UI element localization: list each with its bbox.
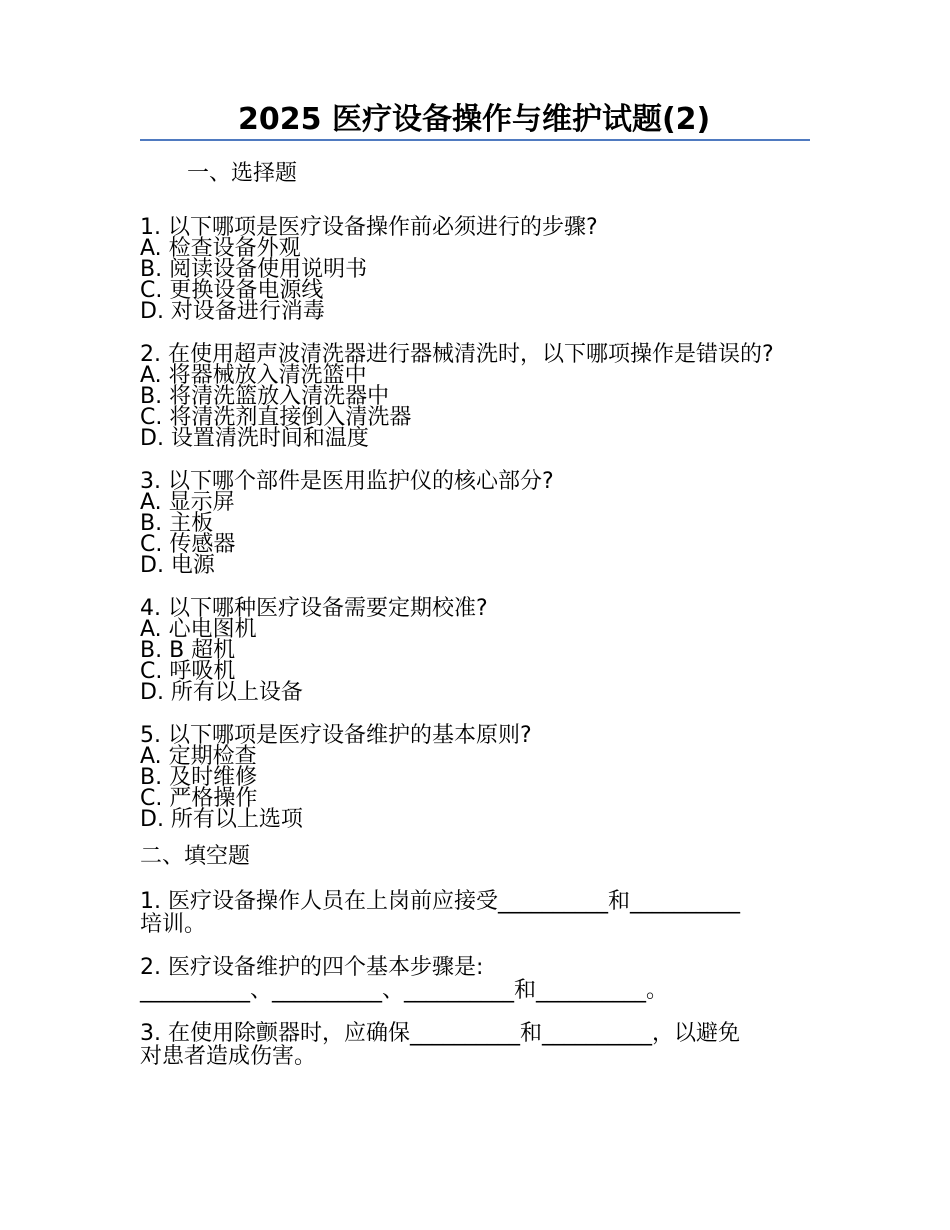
section-heading-fill-in-blank: 二、填空题 (140, 844, 251, 869)
option-list (140, 238, 810, 322)
question-text: 3. 以下哪个部件是医用监护仪的核心部分? (140, 469, 554, 494)
option-b: B. B 超机 (140, 638, 236, 663)
document-title: 2025 医疗设备操作与维护试题(2) (238, 102, 711, 137)
option-b: B. 将清洗篮放入清洗器中 (140, 384, 390, 409)
section-heading-multiple-choice: 一、选择题 (187, 161, 298, 186)
option-list (140, 492, 810, 576)
option-b: B. 阅读设备使用说明书 (140, 257, 368, 282)
question-line: 对患者造成伤害。 (140, 1044, 317, 1069)
question-4 (140, 598, 810, 703)
option-list (140, 365, 810, 449)
option-d: D. 电源 (140, 553, 215, 578)
option-b: B. 主板 (140, 511, 214, 536)
option-d: D. 设置清洗时间和温度 (140, 426, 369, 451)
option-c: C. 更换设备电源线 (140, 278, 324, 303)
question-line: 1. 医疗设备操作人员在上岗前应接受__________和__________ (140, 889, 740, 914)
question-line: 2. 医疗设备维护的四个基本步骤是: (140, 955, 484, 980)
option-a: A. 显示屏 (140, 490, 235, 515)
question-text: 4. 以下哪种医疗设备需要定期校准? (140, 596, 488, 621)
question-text: 1. 以下哪项是医疗设备操作前必须进行的步骤? (140, 215, 598, 240)
option-d: D. 所有以上设备 (140, 680, 303, 705)
option-b: B. 及时维修 (140, 765, 258, 790)
option-c: C. 传感器 (140, 532, 236, 557)
document-page (140, 100, 810, 1068)
question-text: 2. 在使用超声波清洗器进行器械清洗时，以下哪项操作是错误的? (140, 342, 774, 367)
option-c: C. 将清洗剂直接倒入清洗器 (140, 405, 412, 430)
question-text (140, 956, 810, 1002)
question-text (140, 1022, 810, 1068)
question-line: 培训。 (140, 912, 207, 937)
option-d: D. 对设备进行消毒 (140, 299, 325, 324)
option-c: C. 呼吸机 (140, 659, 236, 684)
question-line: 3. 在使用除颤器时，应确保__________和__________，以避免 (140, 1021, 740, 1046)
option-a: A. 心电图机 (140, 617, 257, 642)
fill-question-3 (140, 1022, 810, 1068)
question-text: 5. 以下哪项是医疗设备维护的基本原则? (140, 723, 532, 748)
option-a: A. 将器械放入清洗篮中 (140, 363, 367, 388)
option-list (140, 746, 810, 830)
fill-question-1 (140, 890, 810, 936)
question-5 (140, 725, 810, 830)
option-c: C. 严格操作 (140, 786, 258, 811)
fill-question-2 (140, 956, 810, 1002)
option-a: A. 定期检查 (140, 744, 257, 769)
option-a: A. 检查设备外观 (140, 236, 301, 261)
option-d: D. 所有以上选项 (140, 807, 303, 832)
question-1 (140, 217, 810, 322)
option-list (140, 619, 810, 703)
question-3 (140, 471, 810, 576)
question-text (140, 890, 810, 936)
question-line: __________、__________、__________和__________。 (140, 978, 669, 1003)
question-2 (140, 344, 810, 449)
